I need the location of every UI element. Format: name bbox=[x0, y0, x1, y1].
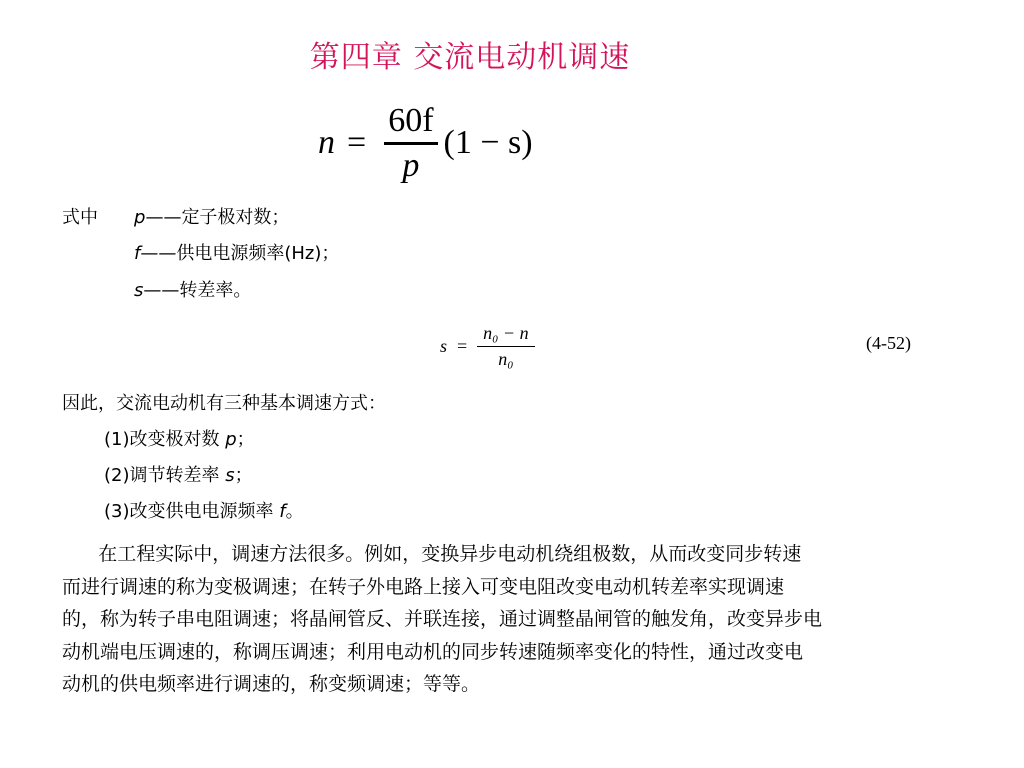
paragraph-line: 而进行调速的称为变极调速；在转子外电路上接入可变电阻改变电动机转差率实现调速 bbox=[62, 575, 785, 598]
paragraph-line: 动机端电压调速的，称调压调速；利用电动机的同步转速随频率变化的特性，通过改变电 bbox=[62, 640, 804, 663]
where-desc-f: ——供电电源频率(Hz)； bbox=[140, 243, 340, 264]
slip-fraction bbox=[477, 323, 534, 370]
paragraph-line: 在工程实际中，调速方法很多。例如，变换异步电动机绕组极数，从而改变同步转速 bbox=[62, 543, 802, 565]
where-item-f bbox=[134, 242, 339, 266]
page-title: 第四章 交流电动机调速 bbox=[309, 40, 631, 75]
method-1-end: ； bbox=[236, 429, 255, 450]
symbol-p: p bbox=[134, 207, 146, 228]
where-desc-s: ——转差率。 bbox=[143, 280, 252, 301]
formula-numerator: 60f bbox=[384, 102, 437, 145]
body-paragraph bbox=[62, 538, 942, 701]
paragraph-line: 的，称为转子串电阻调速；将晶闸管反、并联连接，通过调整晶闸管的触发角，改变异步电 bbox=[62, 608, 823, 630]
equation-number: (4-52) bbox=[866, 333, 911, 353]
slip-formula bbox=[440, 320, 535, 372]
speed-formula bbox=[318, 98, 658, 188]
method-3-end: 。 bbox=[285, 501, 304, 522]
method-1-symbol: p bbox=[225, 429, 237, 450]
formula-denominator: p bbox=[402, 146, 420, 184]
method-1 bbox=[104, 428, 255, 452]
method-3 bbox=[104, 500, 304, 524]
paragraph-line: 动机的供电频率进行调速的，称变频调速；等等。 bbox=[62, 673, 481, 695]
symbol-f: f bbox=[134, 243, 141, 264]
where-item-s bbox=[134, 279, 251, 303]
slip-denominator: n₀ bbox=[498, 348, 514, 369]
formula-rest: (1 − s) bbox=[443, 124, 533, 161]
method-1-text: (1)改变极对数 bbox=[104, 429, 226, 450]
where-label: 式中 bbox=[62, 207, 98, 228]
intro-text: 因此，交流电动机有三种基本调速方式： bbox=[62, 393, 386, 414]
where-desc-p: ——定子极对数； bbox=[145, 207, 290, 228]
slip-lhs: s bbox=[440, 335, 448, 356]
method-2 bbox=[104, 464, 253, 488]
formula-lhs: n bbox=[318, 124, 335, 161]
formula-fraction bbox=[384, 102, 437, 185]
method-2-symbol: s bbox=[225, 465, 235, 486]
method-3-symbol: f bbox=[279, 501, 286, 522]
where-item-p bbox=[134, 206, 289, 230]
slip-numerator: n₀ − n bbox=[477, 323, 534, 347]
symbol-s: s bbox=[134, 280, 144, 301]
formula-equals: = bbox=[347, 124, 367, 161]
method-2-end: ； bbox=[234, 465, 253, 486]
slip-equals: = bbox=[457, 335, 468, 356]
method-2-text: (2)调节转差率 bbox=[104, 465, 226, 486]
method-3-text: (3)改变供电电源频率 bbox=[104, 501, 280, 522]
